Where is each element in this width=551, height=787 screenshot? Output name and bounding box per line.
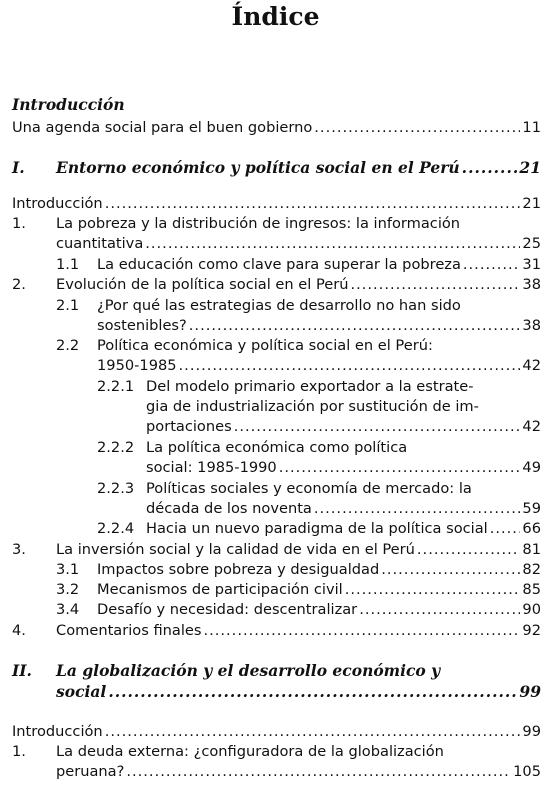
toc-entry-page: 21 xyxy=(522,195,541,212)
page-title: Índice xyxy=(231,2,320,31)
toc-entry-text: Impactos sobre pobreza y desigualdad xyxy=(97,561,380,578)
toc-entry-page: 49 xyxy=(522,459,541,476)
toc-entry-text-line: Política económica y política social en el Perú: xyxy=(97,337,433,354)
toc-entry-page: 85 xyxy=(522,581,541,598)
toc-entry-number: 1. xyxy=(12,743,26,760)
toc-entry-text-line: ¿Por qué las estrategias de desarrollo no han sido xyxy=(97,297,461,314)
toc-entry-intro[interactable] xyxy=(12,118,541,138)
dot-leader xyxy=(359,600,520,620)
toc-entry-text: Introducción xyxy=(12,195,103,212)
toc-entry-text: portaciones xyxy=(146,418,232,435)
dot-leader xyxy=(234,417,521,437)
toc-entry-text-line: La política económica como política xyxy=(146,439,408,456)
toc-entry-number: 3.2 xyxy=(56,581,80,598)
toc-entry-text: cuantitativa xyxy=(56,235,144,252)
toc-entry-number: 2.2.1 xyxy=(97,378,135,395)
toc-entry-page: 11 xyxy=(522,119,541,136)
toc-entry-text: La educación como clave para superar la pobreza xyxy=(97,256,461,273)
dot-leader xyxy=(203,621,520,641)
dot-leader xyxy=(189,316,521,336)
toc-entry-text: Introducción xyxy=(12,723,103,740)
toc-entry-text: Mecanismos de participación civil xyxy=(97,581,343,598)
toc-entry[interactable] xyxy=(56,580,541,600)
intro-heading: Introducción xyxy=(12,95,125,114)
dot-leader xyxy=(108,682,517,702)
dot-leader xyxy=(145,234,520,254)
toc-entry[interactable] xyxy=(12,722,541,742)
toc-entry-page: 42 xyxy=(522,357,541,374)
toc-entry-number: 3. xyxy=(12,541,26,558)
toc-entry-number: 3.4 xyxy=(56,601,80,618)
toc-entry-page: 31 xyxy=(522,256,541,273)
toc-entry-number: 2.2 xyxy=(56,337,80,354)
toc-entry-number: 1.1 xyxy=(56,256,80,273)
toc-entry-text: Comentarios finales xyxy=(56,622,202,639)
toc-entry-page: 105 xyxy=(513,763,541,780)
dot-leader xyxy=(105,194,521,214)
toc-entry[interactable] xyxy=(12,621,541,641)
toc-entry[interactable] xyxy=(97,316,541,336)
dot-leader xyxy=(279,458,521,478)
dot-leader xyxy=(381,560,520,580)
toc-entry-text: Desafío y necesidad: descentralizar xyxy=(97,601,358,618)
section-number: I. xyxy=(12,158,25,177)
toc-entry[interactable] xyxy=(56,234,541,254)
toc-entry-page: 38 xyxy=(522,317,541,334)
toc-entry-number: 3.1 xyxy=(56,561,80,578)
toc-entry-page: 66 xyxy=(522,520,541,537)
section-page: 21 xyxy=(519,158,541,177)
section-title: Entorno económico y política social en el Perú xyxy=(56,158,460,177)
toc-entry-number: 2.1 xyxy=(56,297,80,314)
toc-entry[interactable] xyxy=(12,540,541,560)
dot-leader xyxy=(105,722,521,742)
dot-leader xyxy=(417,540,521,560)
toc-entry-page: 42 xyxy=(522,418,541,435)
toc-entry-page: 38 xyxy=(522,276,541,293)
toc-entry-text: peruana? xyxy=(56,763,125,780)
toc-entry-text: social: 1985-1990 xyxy=(146,459,277,476)
toc-entry[interactable] xyxy=(56,600,541,620)
toc-entry-number: 2.2.3 xyxy=(97,480,135,497)
toc-entry-number: 1. xyxy=(12,215,26,232)
toc-entry[interactable] xyxy=(97,356,541,376)
section-page: 99 xyxy=(519,682,541,701)
toc-entry[interactable] xyxy=(146,499,541,519)
section-number: II. xyxy=(12,661,32,680)
section-heading-2[interactable] xyxy=(56,682,541,702)
toc-entry-page: 99 xyxy=(522,723,541,740)
dot-leader xyxy=(490,519,521,539)
toc-entry-text: década de los noventa xyxy=(146,500,312,517)
section-title-line: La globalización y el desarrollo económico y xyxy=(56,661,441,680)
section-heading-1[interactable] xyxy=(12,158,541,178)
toc-entry-page: 82 xyxy=(522,561,541,578)
toc-entry-number: 4. xyxy=(12,622,26,639)
dot-leader xyxy=(350,275,520,295)
toc-entry-text-line: Políticas sociales y economía de mercado: la xyxy=(146,480,472,497)
toc-entry[interactable] xyxy=(97,519,541,539)
toc-entry-text-line: gia de industrialización por sustitución de im- xyxy=(146,398,479,415)
toc-entry[interactable] xyxy=(56,560,541,580)
toc-entry-number: 2.2.2 xyxy=(97,439,135,456)
toc-entry-page: 90 xyxy=(522,601,541,618)
dot-leader xyxy=(126,762,511,782)
toc-entry-text: Hacia un nuevo paradigma de la política social xyxy=(146,520,488,537)
section-title: social xyxy=(56,682,107,701)
toc-entry-text: Evolución de la política social en el Perú xyxy=(56,276,349,293)
toc-entry[interactable] xyxy=(146,458,541,478)
toc-entry[interactable] xyxy=(12,194,541,214)
dot-leader xyxy=(314,118,520,138)
toc-entry[interactable] xyxy=(56,762,541,782)
toc-entry-text: Una agenda social para el buen gobierno xyxy=(12,119,313,136)
toc-entry-page: 92 xyxy=(522,622,541,639)
toc-entry-text: 1950-1985 xyxy=(97,357,177,374)
toc-entry[interactable] xyxy=(146,417,541,437)
toc-entry-text: sostenibles? xyxy=(97,317,187,334)
toc-entry-text-line: La pobreza y la distribución de ingresos: la información xyxy=(56,215,461,232)
dot-leader xyxy=(179,356,521,376)
dot-leader xyxy=(462,158,518,178)
toc-entry-page: 25 xyxy=(522,235,541,252)
toc-entry-number: 2.2.4 xyxy=(97,520,135,537)
toc-entry[interactable] xyxy=(12,275,541,295)
toc-entry-page: 81 xyxy=(522,541,541,558)
toc-entry[interactable] xyxy=(56,255,541,275)
toc-entry-page: 59 xyxy=(522,500,541,517)
dot-leader xyxy=(463,255,521,275)
toc-entry-text-line: La deuda externa: ¿configuradora de la globalización xyxy=(56,743,444,760)
toc-entry-text: La inversión social y la calidad de vida en el Perú xyxy=(56,541,415,558)
dot-leader xyxy=(314,499,521,519)
toc-entry-number: 2. xyxy=(12,276,26,293)
dot-leader xyxy=(345,580,521,600)
toc-entry-text-line: Del modelo primario exportador a la estrate- xyxy=(146,378,474,395)
